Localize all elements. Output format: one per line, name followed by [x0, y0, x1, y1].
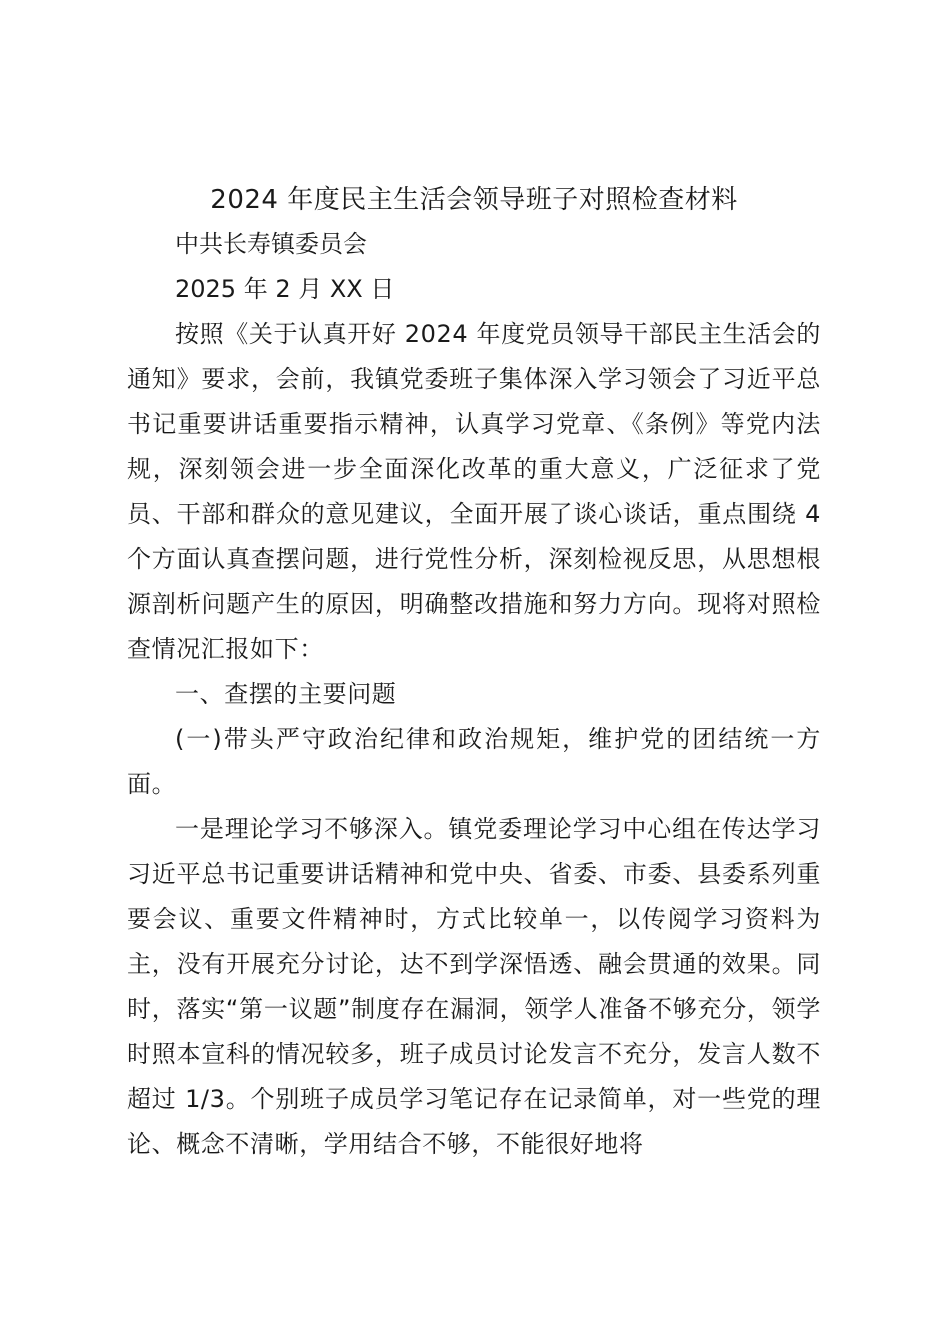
document-page [127, 178, 821, 1167]
body-paragraph: 一是理论学习不够深入。镇党委理论学习中心组在传达学习习近平总书记重要讲话精神和党中央、省委、市委、县委系列重要会议、重要文件精神时，方式比较单一，以传阅学习资料为主，没有开展充分讨论，达不到学深悟透、融会贯通的效果。同时，落实“第一议题”制度存在漏洞，领学人准备不够充分，领学时照本宣科的情况较多，班子成员讨论发言不充分，发言人数不超过 1/3。个别班子成员学习笔记存在记录简单，对一些党的理论、概念不清晰，学用结合不够，不能很好地将 [127, 815, 821, 1158]
intro-paragraph: 按照《关于认真开好 2024 年度党员领导干部民主生活会的通知》要求，会前，我镇党委班子集体深入学习领会了习近平总书记重要讲话重要指示精神，认真学习党章、《条例》等党内法规，深刻领会进一步全面深化改革的重大意义，广泛征求了党员、干部和群众的意见建议，全面开展了谈心谈话，重点围绕 4 个方面认真查摆问题，进行党性分析，深刻检视反思，从思想根源剖析问题产生的原因，明确整改措施和努力方向。现将对照检查情况汇报如下： [127, 320, 821, 663]
document-date: 2025 年 2 月 XX 日 [175, 275, 395, 303]
subsection-heading: (一)带头严守政治纪律和政治规矩，维护党的团结统一方面。 [127, 725, 821, 798]
document-title: 2024 年度民主生活会领导班子对照检查材料 [210, 185, 738, 215]
section-heading: 一、查摆的主要问题 [175, 680, 397, 708]
document-author: 中共长寿镇委员会 [175, 230, 367, 258]
